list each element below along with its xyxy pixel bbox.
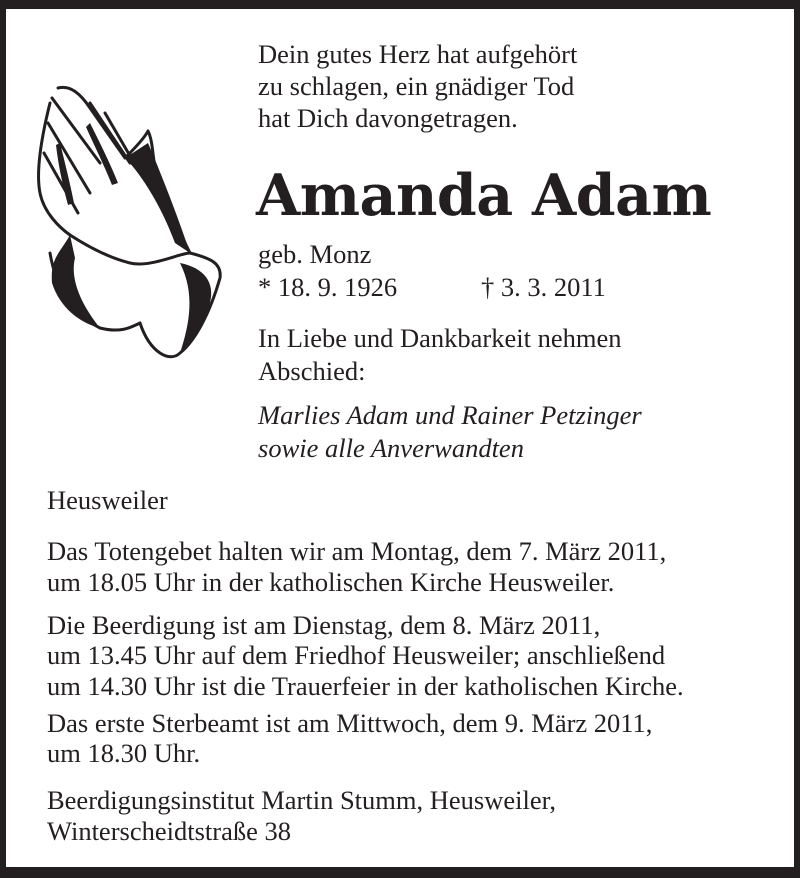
notice-line: Die Beerdigung ist am Dienstag, dem 8. März 2011,: [47, 610, 601, 640]
verse-line: Dein gutes Herz hat aufgehört: [258, 39, 578, 69]
birth-date: * 18. 9. 1926: [258, 272, 398, 302]
obituary-card: [6, 9, 794, 867]
mourners-line: sowie alle Anverwandten: [258, 433, 524, 463]
notice-line: Das erste Sterbeamt ist am Mittwoch, dem 9. März 2011,: [47, 708, 653, 738]
mourners-line: Marlies Adam und Rainer Petzinger: [258, 400, 642, 430]
notice-line: um 13.45 Uhr auf dem Friedhof Heusweiler; anschließend: [47, 640, 666, 670]
verse-line: zu schlagen, ein gnädiger Tod: [258, 71, 575, 101]
maiden-name: geb. Monz: [258, 239, 372, 269]
notice-line: um 14.30 Uhr ist die Trauerfeier in der katholischen Kirche.: [47, 671, 684, 701]
undertaker-line: Beerdigungsinstitut Martin Stumm, Heusweiler,: [47, 785, 557, 815]
farewell-line: In Liebe und Dankbarkeit nehmen: [258, 323, 622, 353]
verse-line: hat Dich davongetragen.: [258, 103, 518, 133]
notice-line: um 18.30 Uhr.: [47, 738, 201, 768]
farewell-line: Abschied:: [258, 356, 366, 386]
place: Heusweiler: [47, 485, 168, 515]
praying-hands-icon: [30, 83, 230, 363]
death-date: † 3. 3. 2011: [481, 272, 606, 302]
notice-line: Das Totengebet halten wir am Montag, dem 7. März 2011,: [47, 536, 667, 566]
deceased-name: Amanda Adam: [256, 162, 712, 229]
undertaker-line: Winterscheidtstraße 38: [47, 816, 291, 846]
notice-line: um 18.05 Uhr in der katholischen Kirche Heusweiler.: [47, 567, 615, 597]
